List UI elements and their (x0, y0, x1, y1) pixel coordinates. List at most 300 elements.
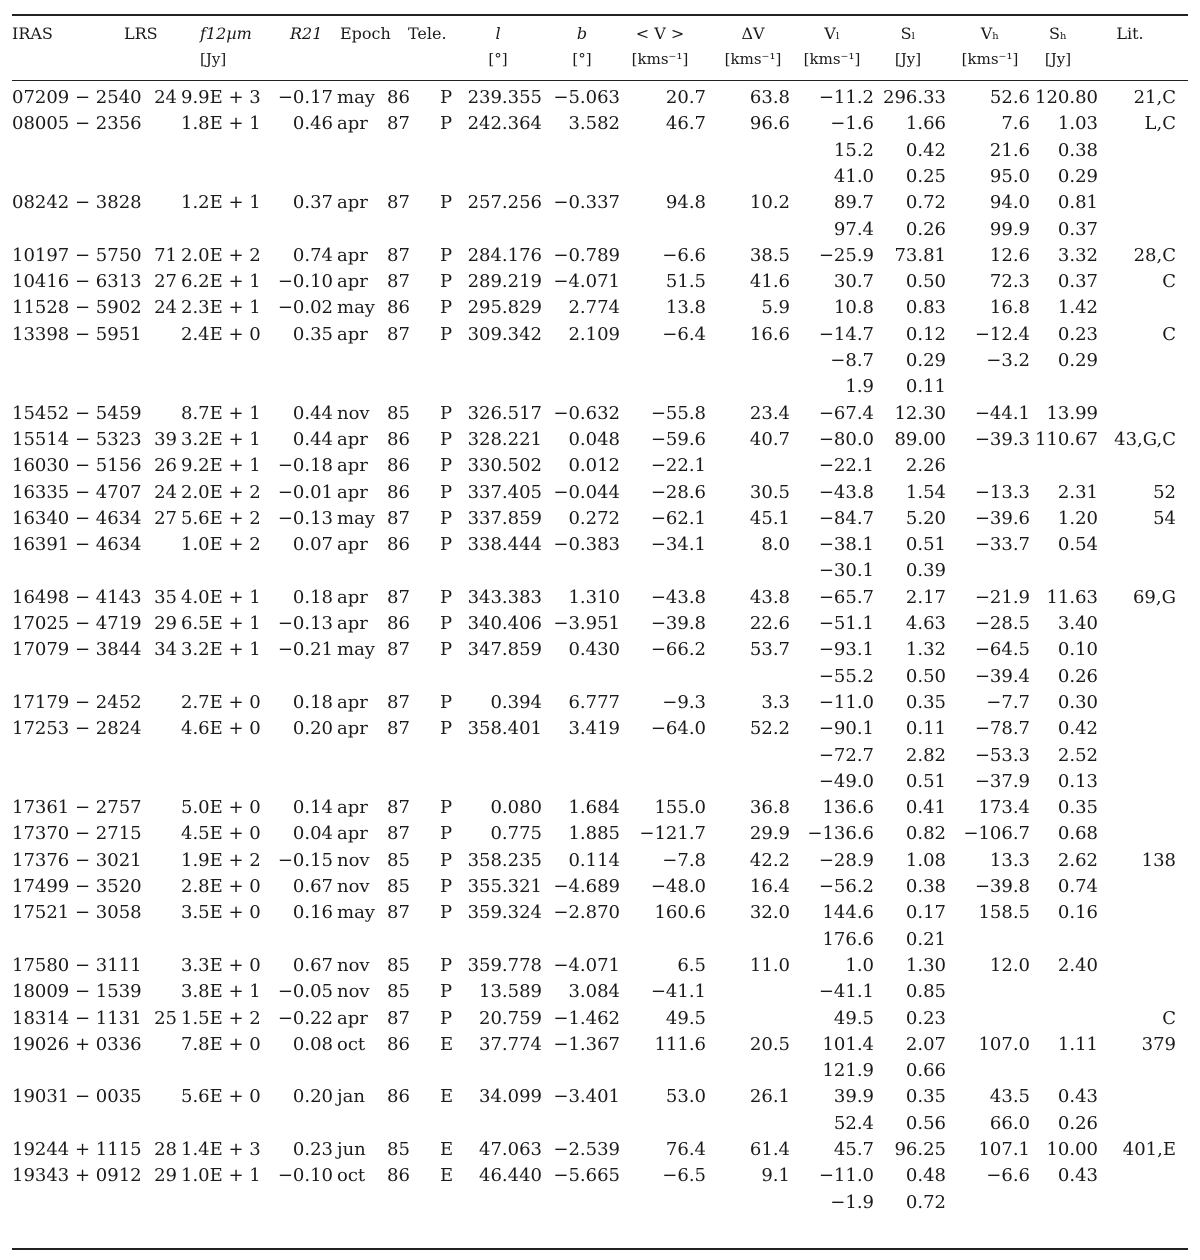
cell-sh: 0.43 (1057, 1165, 1098, 1186)
cell-iras: 18009 − 1539 (12, 981, 142, 1002)
cell-f12: 3.2E + 1 (181, 639, 261, 660)
cell-sl: 0.72 (905, 1192, 946, 1213)
cell-v: 111.6 (654, 1034, 706, 1055)
cell-l: 358.401 (467, 718, 542, 739)
cell-r21: 0.74 (292, 245, 333, 266)
cell-b: −0.044 (553, 482, 620, 503)
header-f12-label: f12µm (200, 24, 252, 43)
cell-vl: −38.1 (818, 534, 874, 555)
cell-iras: 11528 − 5902 (12, 297, 142, 318)
cell-lit: 401,E (1122, 1139, 1176, 1160)
cell-tele: P (440, 876, 453, 897)
cell-vh: −37.9 (974, 771, 1030, 792)
cell-b: −3.401 (553, 1086, 620, 1107)
cell-sh: 0.37 (1057, 219, 1098, 240)
cell-r21: 0.07 (292, 534, 333, 555)
cell-vh: −106.7 (963, 823, 1030, 844)
cell-em: apr (337, 1008, 368, 1029)
cell-em: jan (337, 1086, 365, 1107)
cell-tele: P (440, 87, 453, 108)
cell-l: 359.324 (467, 902, 542, 923)
cell-b: 3.582 (568, 113, 620, 134)
cell-f12: 2.4E + 0 (181, 324, 261, 345)
cell-em: apr (337, 587, 368, 608)
cell-sl: 0.35 (905, 692, 946, 713)
cell-lrs: 29 (154, 1165, 177, 1186)
cell-em: apr (337, 482, 368, 503)
cell-vl: −8.7 (830, 350, 874, 371)
cell-vh: 12.6 (989, 245, 1030, 266)
cell-ey: 85 (387, 850, 410, 871)
cell-b: −5.665 (553, 1165, 620, 1186)
cell-f12: 4.5E + 0 (181, 823, 261, 844)
cell-vh: −33.7 (974, 534, 1030, 555)
cell-sh: 0.35 (1057, 797, 1098, 818)
cell-vl: −136.6 (807, 823, 874, 844)
cell-ey: 87 (387, 692, 410, 713)
cell-vl: −43.8 (818, 482, 874, 503)
cell-sl: 0.17 (905, 902, 946, 923)
cell-sh: 0.74 (1057, 876, 1098, 897)
cell-tele: P (440, 797, 453, 818)
cell-b: 6.777 (568, 692, 620, 713)
cell-sl: 0.41 (905, 797, 946, 818)
cell-v: −43.8 (650, 587, 706, 608)
cell-v: 155.0 (654, 797, 706, 818)
cell-dv: 96.6 (749, 113, 790, 134)
cell-sl: 0.11 (905, 718, 946, 739)
cell-r21: 0.20 (292, 718, 333, 739)
cell-iras: 07209 − 2540 (12, 87, 142, 108)
cell-vl: −90.1 (818, 718, 874, 739)
cell-v: 76.4 (665, 1139, 706, 1160)
header-b-label: b (576, 24, 588, 43)
cell-vl: −25.9 (818, 245, 874, 266)
cell-sl: 0.51 (905, 771, 946, 792)
cell-sh: 11.63 (1046, 587, 1098, 608)
cell-tele: P (440, 245, 453, 266)
cell-sh: 0.81 (1057, 192, 1098, 213)
cell-dv: 38.5 (749, 245, 790, 266)
cell-l: 13.589 (479, 981, 542, 1002)
cell-dv: 52.2 (749, 718, 790, 739)
cell-b: −5.063 (553, 87, 620, 108)
cell-iras: 19026 + 0336 (12, 1034, 142, 1055)
cell-iras: 16498 − 4143 (12, 587, 142, 608)
cell-vh: −78.7 (974, 718, 1030, 739)
cell-b: −2.539 (553, 1139, 620, 1160)
header-lit-label: Lit. (1116, 24, 1144, 43)
cell-b: −0.632 (553, 403, 620, 424)
cell-lit: 54 (1153, 508, 1176, 529)
cell-iras: 19343 + 0912 (12, 1165, 142, 1186)
cell-r21: −0.18 (277, 455, 333, 476)
cell-vl: 1.0 (845, 955, 874, 976)
header-l-unit: [°] (488, 50, 508, 68)
cell-lrs: 34 (154, 639, 177, 660)
cell-sl: 2.07 (905, 1034, 946, 1055)
cell-lit: C (1162, 271, 1176, 292)
cell-b: −3.951 (553, 613, 620, 634)
cell-tele: E (440, 1034, 454, 1055)
cell-ey: 85 (387, 876, 410, 897)
cell-vl: −80.0 (818, 429, 874, 450)
cell-sh: 1.03 (1057, 113, 1098, 134)
cell-tele: P (440, 639, 453, 660)
cell-tele: P (440, 902, 453, 923)
cell-dv: 23.4 (749, 403, 790, 424)
cell-sh: 0.23 (1057, 324, 1098, 345)
cell-em: apr (337, 797, 368, 818)
cell-iras: 08005 − 2356 (12, 113, 142, 134)
cell-r21: −0.13 (277, 613, 333, 634)
cell-v: −6.6 (662, 245, 706, 266)
cell-iras: 16030 − 5156 (12, 455, 142, 476)
cell-tele: E (440, 1086, 454, 1107)
cell-r21: 0.67 (292, 876, 333, 897)
cell-em: jun (337, 1139, 366, 1160)
cell-sl: 2.17 (905, 587, 946, 608)
header-l-label: l (495, 24, 501, 43)
cell-tele: P (440, 403, 453, 424)
cell-vl: −11.0 (818, 1165, 874, 1186)
cell-v: 6.5 (677, 955, 706, 976)
cell-iras: 17179 − 2452 (12, 692, 142, 713)
cell-f12: 2.0E + 2 (181, 245, 261, 266)
cell-vh: 99.9 (989, 219, 1030, 240)
cell-vl: 10.8 (833, 297, 874, 318)
cell-sh: 0.68 (1057, 823, 1098, 844)
cell-dv: 32.0 (749, 902, 790, 923)
cell-sh: 2.62 (1057, 850, 1098, 871)
cell-sl: 0.50 (905, 666, 946, 687)
cell-vh: 13.3 (989, 850, 1030, 871)
cell-vl: −30.1 (818, 560, 874, 581)
cell-ey: 85 (387, 955, 410, 976)
cell-v: 51.5 (665, 271, 706, 292)
cell-sh: 0.16 (1057, 902, 1098, 923)
header-rule (12, 80, 1188, 81)
cell-ey: 87 (387, 1008, 410, 1029)
cell-dv: 9.1 (761, 1165, 790, 1186)
cell-ey: 86 (387, 482, 410, 503)
cell-f12: 9.2E + 1 (181, 455, 261, 476)
cell-vh: −39.6 (974, 508, 1030, 529)
cell-tele: P (440, 692, 453, 713)
cell-v: −48.0 (650, 876, 706, 897)
cell-em: may (337, 297, 375, 318)
cell-f12: 7.8E + 0 (181, 1034, 261, 1055)
cell-lrs: 71 (154, 245, 177, 266)
cell-vh: 107.0 (978, 1034, 1030, 1055)
cell-v: −34.1 (650, 534, 706, 555)
cell-vh: 52.6 (989, 87, 1030, 108)
cell-f12: 8.7E + 1 (181, 403, 261, 424)
cell-l: 295.829 (467, 297, 542, 318)
cell-dv: 8.0 (761, 534, 790, 555)
cell-dv: 63.8 (749, 87, 790, 108)
cell-l: 337.405 (467, 482, 542, 503)
cell-v: −121.7 (639, 823, 706, 844)
header-vh-unit: [kms⁻¹] (961, 50, 1019, 68)
cell-v: 46.7 (665, 113, 706, 134)
header-b-unit: [°] (572, 50, 592, 68)
cell-vl: −1.6 (830, 113, 874, 134)
cell-lrs: 27 (154, 271, 177, 292)
cell-em: apr (337, 455, 368, 476)
cell-b: −4.689 (553, 876, 620, 897)
cell-b: 2.774 (568, 297, 620, 318)
cell-vh: 21.6 (989, 140, 1030, 161)
cell-vl: 176.6 (822, 929, 874, 950)
cell-iras: 17079 − 3844 (12, 639, 142, 660)
cell-l: 355.321 (467, 876, 542, 897)
cell-r21: 0.18 (292, 587, 333, 608)
cell-sl: 1.08 (905, 850, 946, 871)
cell-ey: 86 (387, 429, 410, 450)
cell-sh: 0.29 (1057, 350, 1098, 371)
cell-dv: 30.5 (749, 482, 790, 503)
cell-iras: 17376 − 3021 (12, 850, 142, 871)
cell-em: apr (337, 718, 368, 739)
cell-vl: −1.9 (830, 1192, 874, 1213)
cell-em: apr (337, 429, 368, 450)
cell-lrs: 35 (154, 587, 177, 608)
cell-vh: −21.9 (974, 587, 1030, 608)
cell-vh: −39.4 (974, 666, 1030, 687)
cell-sl: 73.81 (894, 245, 946, 266)
cell-tele: P (440, 534, 453, 555)
cell-r21: −0.05 (277, 981, 333, 1002)
cell-b: 0.272 (568, 508, 620, 529)
cell-em: nov (337, 850, 370, 871)
cell-b: 0.114 (568, 850, 620, 871)
cell-em: oct (337, 1165, 366, 1186)
cell-tele: P (440, 1008, 453, 1029)
header-r21-label: R21 (290, 24, 323, 43)
cell-tele: P (440, 508, 453, 529)
cell-v: −55.8 (650, 403, 706, 424)
cell-f12: 4.0E + 1 (181, 587, 261, 608)
cell-iras: 10197 − 5750 (12, 245, 142, 266)
cell-vh: 95.0 (989, 166, 1030, 187)
cell-ey: 87 (387, 271, 410, 292)
cell-b: −4.071 (553, 955, 620, 976)
cell-ey: 86 (387, 297, 410, 318)
cell-v: −39.8 (650, 613, 706, 634)
cell-dv: 40.7 (749, 429, 790, 450)
cell-sh: 13.99 (1046, 403, 1098, 424)
cell-vh: 66.0 (989, 1113, 1030, 1134)
header-v-unit: [kms⁻¹] (631, 50, 689, 68)
cell-iras: 13398 − 5951 (12, 324, 142, 345)
cell-sh: 2.40 (1057, 955, 1098, 976)
header-vl-unit: [kms⁻¹] (803, 50, 861, 68)
cell-vl: −11.2 (818, 87, 874, 108)
cell-l: 37.774 (479, 1034, 542, 1055)
cell-tele: P (440, 850, 453, 871)
cell-sl: 0.38 (905, 876, 946, 897)
header-dv-unit: [kms⁻¹] (724, 50, 782, 68)
cell-l: 20.759 (479, 1008, 542, 1029)
cell-sl: 0.48 (905, 1165, 946, 1186)
cell-sl: 0.72 (905, 192, 946, 213)
header-tele-label: Tele. (408, 24, 447, 43)
cell-lrs: 27 (154, 508, 177, 529)
cell-v: 160.6 (654, 902, 706, 923)
cell-dv: 5.9 (761, 297, 790, 318)
header-v-label: < V > (635, 24, 685, 43)
cell-f12: 1.4E + 3 (181, 1139, 261, 1160)
cell-f12: 5.0E + 0 (181, 797, 261, 818)
cell-ey: 86 (387, 87, 410, 108)
cell-b: 0.012 (568, 455, 620, 476)
cell-sh: 0.37 (1057, 271, 1098, 292)
cell-tele: P (440, 297, 453, 318)
cell-r21: 0.08 (292, 1034, 333, 1055)
cell-lrs: 29 (154, 613, 177, 634)
cell-iras: 17361 − 2757 (12, 797, 142, 818)
cell-iras: 19031 − 0035 (12, 1086, 142, 1107)
header-epoch-label: Epoch (340, 24, 391, 43)
cell-b: 0.048 (568, 429, 620, 450)
cell-sh: 10.00 (1046, 1139, 1098, 1160)
cell-lit: 138 (1141, 850, 1176, 871)
cell-sl: 2.82 (905, 745, 946, 766)
cell-dv: 53.7 (749, 639, 790, 660)
cell-f12: 1.9E + 2 (181, 850, 261, 871)
cell-sh: 1.42 (1057, 297, 1098, 318)
cell-sl: 1.54 (905, 482, 946, 503)
cell-vl: −28.9 (818, 850, 874, 871)
cell-ey: 87 (387, 639, 410, 660)
cell-vl: −14.7 (818, 324, 874, 345)
cell-ey: 85 (387, 403, 410, 424)
cell-ey: 85 (387, 1139, 410, 1160)
cell-sh: 3.32 (1057, 245, 1098, 266)
cell-lit: 43,G,C (1114, 429, 1176, 450)
cell-em: apr (337, 823, 368, 844)
cell-lit: C (1162, 1008, 1176, 1029)
cell-vh: −7.7 (986, 692, 1030, 713)
cell-f12: 3.5E + 0 (181, 902, 261, 923)
cell-em: may (337, 508, 375, 529)
cell-iras: 17253 − 2824 (12, 718, 142, 739)
cell-v: −28.6 (650, 482, 706, 503)
cell-vh: 72.3 (989, 271, 1030, 292)
cell-tele: P (440, 192, 453, 213)
cell-l: 358.235 (467, 850, 542, 871)
cell-r21: 0.23 (292, 1139, 333, 1160)
cell-vl: 39.9 (833, 1086, 874, 1107)
cell-sh: 0.42 (1057, 718, 1098, 739)
cell-iras: 17580 − 3111 (12, 955, 142, 976)
cell-sl: 2.26 (905, 455, 946, 476)
cell-vl: 30.7 (833, 271, 874, 292)
cell-sl: 0.23 (905, 1008, 946, 1029)
cell-sl: 0.21 (905, 929, 946, 950)
cell-tele: P (440, 613, 453, 634)
cell-iras: 15452 − 5459 (12, 403, 142, 424)
cell-r21: −0.21 (277, 639, 333, 660)
cell-vh: −6.6 (986, 1165, 1030, 1186)
cell-sh: 120.80 (1035, 87, 1098, 108)
header-dv-label: ΔV (741, 24, 765, 43)
cell-ey: 86 (387, 613, 410, 634)
cell-vl: 101.4 (822, 1034, 874, 1055)
cell-ey: 87 (387, 823, 410, 844)
cell-tele: P (440, 324, 453, 345)
cell-sl: 0.11 (905, 376, 946, 397)
cell-sh: 0.43 (1057, 1086, 1098, 1107)
cell-r21: 0.44 (292, 403, 333, 424)
cell-sh: 0.29 (1057, 166, 1098, 187)
cell-iras: 17025 − 4719 (12, 613, 142, 634)
cell-dv: 29.9 (749, 823, 790, 844)
cell-sl: 296.33 (883, 87, 946, 108)
cell-vh: 107.1 (978, 1139, 1030, 1160)
cell-b: −2.870 (553, 902, 620, 923)
cell-sl: 12.30 (894, 403, 946, 424)
cell-vh: −44.1 (974, 403, 1030, 424)
cell-vl: −51.1 (818, 613, 874, 634)
cell-sh: 0.54 (1057, 534, 1098, 555)
cell-f12: 2.7E + 0 (181, 692, 261, 713)
cell-b: −0.383 (553, 534, 620, 555)
cell-em: oct (337, 1034, 366, 1055)
cell-dv: 3.3 (761, 692, 790, 713)
cell-vh: −12.4 (974, 324, 1030, 345)
cell-ey: 86 (387, 455, 410, 476)
cell-sl: 0.25 (905, 166, 946, 187)
cell-iras: 16391 − 4634 (12, 534, 142, 555)
cell-sl: 0.26 (905, 219, 946, 240)
cell-sl: 1.32 (905, 639, 946, 660)
cell-sh: 2.52 (1057, 745, 1098, 766)
cell-sl: 1.30 (905, 955, 946, 976)
cell-em: nov (337, 955, 370, 976)
cell-l: 340.406 (467, 613, 542, 634)
cell-lit: C (1162, 324, 1176, 345)
cell-vl: −41.1 (818, 981, 874, 1002)
cell-sh: 0.30 (1057, 692, 1098, 713)
cell-v: −66.2 (650, 639, 706, 660)
header-sl-unit: [Jy] (894, 50, 922, 68)
cell-em: apr (337, 534, 368, 555)
cell-tele: P (440, 823, 453, 844)
cell-tele: E (440, 1139, 454, 1160)
cell-sh: 110.67 (1035, 429, 1098, 450)
cell-tele: P (440, 587, 453, 608)
cell-vl: −11.0 (818, 692, 874, 713)
cell-sl: 96.25 (894, 1139, 946, 1160)
cell-v: 20.7 (665, 87, 706, 108)
cell-v: −9.3 (662, 692, 706, 713)
cell-em: apr (337, 271, 368, 292)
cell-l: 284.176 (467, 245, 542, 266)
cell-iras: 17521 − 3058 (12, 902, 142, 923)
cell-ey: 87 (387, 245, 410, 266)
cell-b: 3.419 (568, 718, 620, 739)
cell-f12: 2.8E + 0 (181, 876, 261, 897)
cell-b: −1.367 (553, 1034, 620, 1055)
cell-sl: 1.66 (905, 113, 946, 134)
cell-sl: 0.85 (905, 981, 946, 1002)
cell-v: 13.8 (665, 297, 706, 318)
cell-lrs: 24 (154, 297, 177, 318)
cell-dv: 45.1 (749, 508, 790, 529)
cell-iras: 17499 − 3520 (12, 876, 142, 897)
